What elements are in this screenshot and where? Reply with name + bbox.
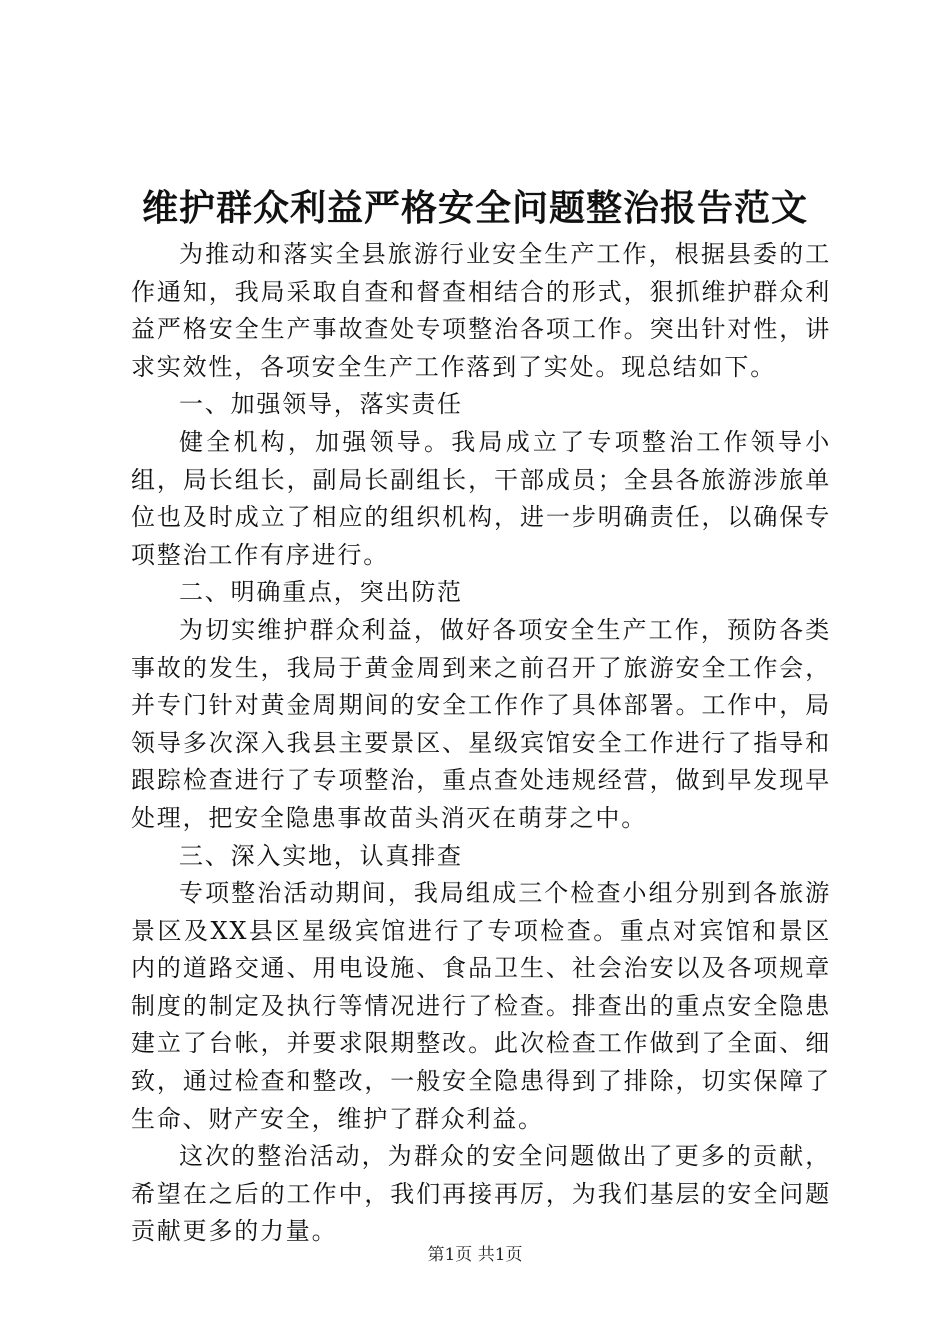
paragraph-intro: 为推动和落实全县旅游行业安全生产工作，根据县委的工作通知，我局采取自查和督查相结合的形式，狠抓维护群众利益严格安全生产事故查处专项整治各项工作。突出针对性，讲求实效性，各项安全生产工作落到了实处。现总结如下。 <box>131 240 831 381</box>
section-heading-2: 二、明确重点，突出防范 <box>179 578 463 607</box>
section-heading-3: 三、深入实地，认真排查 <box>179 841 463 870</box>
paragraph-section-2: 为切实维护群众利益，做好各项安全生产工作，预防各类事故的发生，我局于黄金周到来之前召开了旅游安全工作会，并专门针对黄金周期间的安全工作作了具体部署。工作中，局领导多次深入我县主要景区、星级宾馆安全工作进行了指导和跟踪检查进行了专项整治，重点查处违规经营，做到早发现早处理，把安全隐患事故苗头消灭在萌芽之中。 <box>131 615 831 832</box>
paragraph-section-1: 健全机构，加强领导。我局成立了专项整治工作领导小组，局长组长，副局长副组长，干部成员；全县各旅游涉旅单位也及时成立了相应的组织机构，进一步明确责任，以确保专项整治工作有序进行。 <box>131 427 831 569</box>
section-heading-1: 一、加强领导，落实责任 <box>179 390 463 419</box>
paragraph-section-3: 专项整治活动期间，我局组成三个检查小组分别到各旅游景区及XX县区星级宾馆进行了专项检查。重点对宾馆和景区内的道路交通、用电设施、食品卫生、社会治安以及各项规章制度的制定及执行等情况进行了检查。排查出的重点安全隐患建立了台帐，并要求限期整改。此次检查工作做到了全面、细致，通过检查和整改，一般安全隐患得到了排除，切实保障了生命、财产安全，维护了群众利益。 <box>131 879 831 1133</box>
document-body <box>131 236 831 1251</box>
page-footer: 第1页 共1页 <box>427 1245 523 1265</box>
document-title: 维护群众利益严格安全问题整治报告范文 <box>141 187 808 229</box>
paragraph-conclusion: 这次的整治活动，为群众的安全问题做出了更多的贡献，希望在之后的工作中，我们再接再厉，为我们基层的安全问题贡献更多的力量。 <box>131 1142 831 1246</box>
